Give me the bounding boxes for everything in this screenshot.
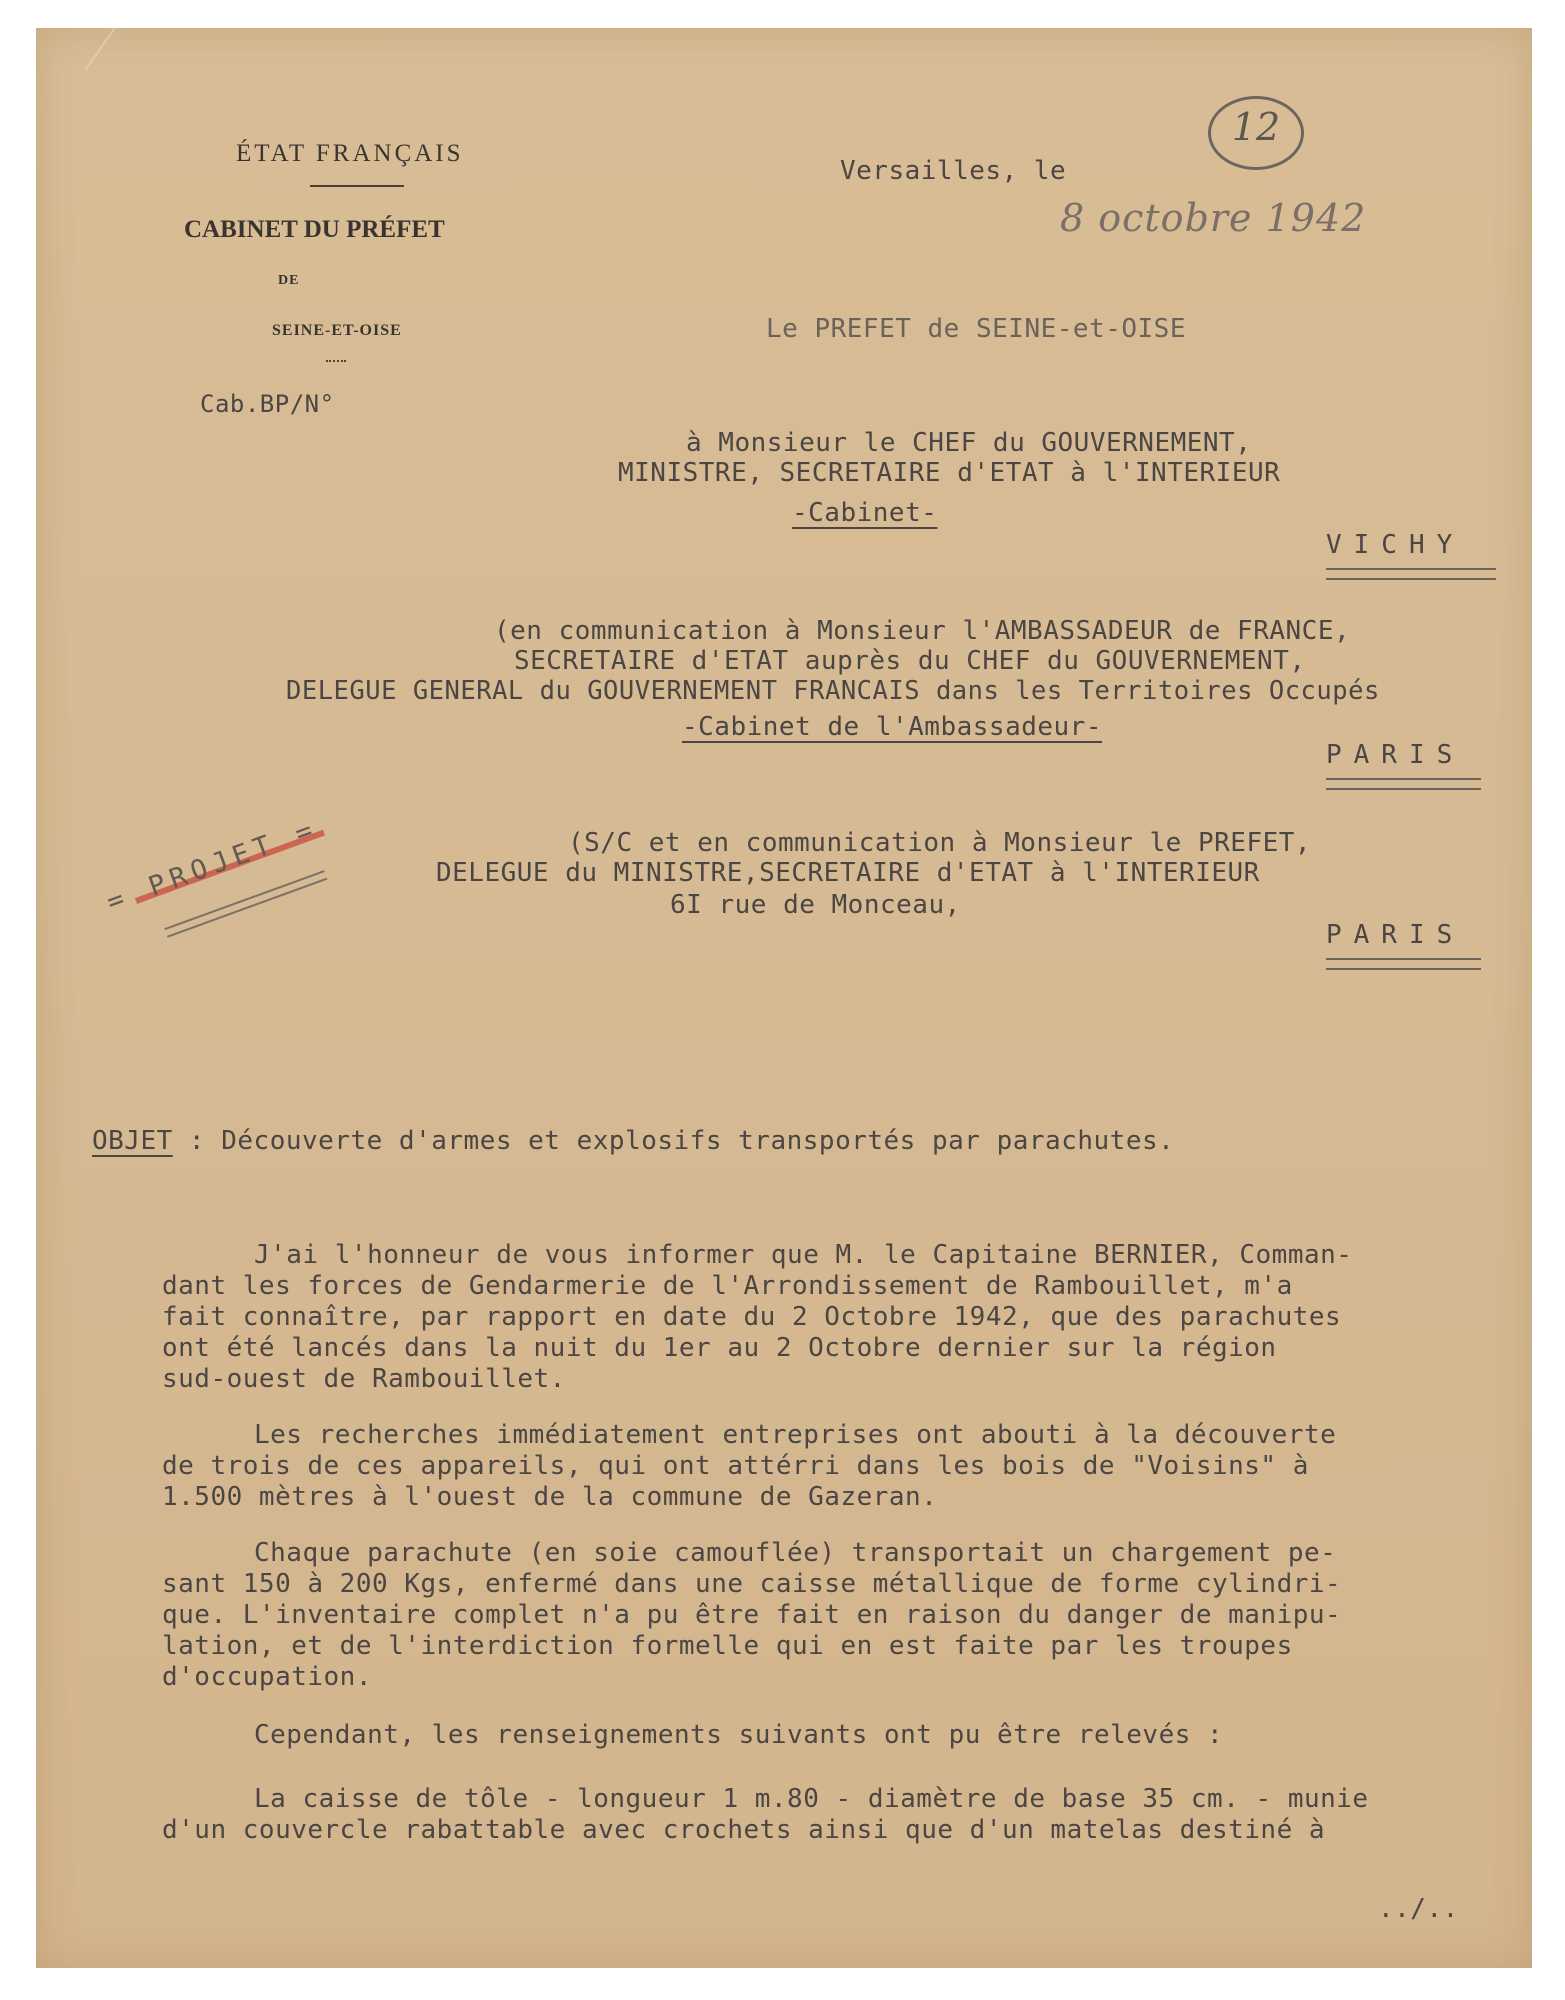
continuation-mark: ../.. [1378,1894,1459,1924]
text-line: fait connaître, par rapport en date du 2 Octobre 1942, que des parachutes [162,1302,1342,1332]
recipient3-city: PARIS [1326,920,1465,950]
letterhead-state: ÉTAT FRANÇAIS [236,140,464,167]
document-page [36,28,1532,1968]
letterhead-dots [326,360,346,365]
text-line: ont été lancés dans la nuit du 1er au 2 Octobre dernier sur la région [162,1333,1277,1363]
recipient3-line1: (S/C et en communication à Monsieur le PREFET, [568,828,1312,858]
text-line: J'ai l'honneur de vous informer que M. le Capitaine BERNIER, Comman- [254,1240,1353,1270]
recipient1-line1: à Monsieur le CHEF du GOUVERNEMENT, [686,428,1252,458]
paragraph-5 [162,1784,1522,1846]
page-number-circle [1208,96,1304,170]
page-number: 12 [1231,105,1281,149]
text-line: 1.500 mètres à l'ouest de la commune de Gazeran. [162,1482,938,1512]
subject-text: : Découverte d'armes et explosifs transportés par parachutes. [172,1126,1175,1156]
text-line: d'un couvercle rabattable avec crochets ainsi que d'un matelas destiné à [162,1815,1326,1845]
text-line: dant les forces de Gendarmerie de l'Arrondissement de Rambouillet, m'a [162,1271,1293,1301]
recipient2-line3: DELEGUE GENERAL du GOUVERNEMENT FRANCAIS dans les Territoires Occupés [286,676,1380,706]
letterhead-rule [310,185,404,187]
text-line: Les recherches immédiatement entreprises ont abouti à la découverte [254,1420,1337,1450]
letterhead-de: DE [278,273,300,288]
text-line: Cependant, les renseignements suivants ont pu être relevés : [254,1720,1224,1750]
recipient3-line3: 6I rue de Monceau, [670,890,961,920]
reference-number: Cab.BP/N° [200,390,335,418]
recipient1-city-rule [1326,568,1496,580]
recipient1-line2: MINISTRE, SECRETAIRE d'ETAT à l'INTERIEUR [618,458,1281,488]
sender-line: Le PREFET de SEINE-et-OISE [766,314,1186,344]
text-line: lation, et de l'interdiction formelle qui en est faite par les troupes [162,1631,1293,1661]
paragraph-2 [162,1420,1522,1513]
handwritten-date: 8 octobre 1942 [1060,196,1367,240]
letterhead-department: SEINE-ET-OISE [272,322,402,339]
recipient2-line1: (en communication à Monsieur l'AMBASSADEUR de FRANCE, [494,616,1351,646]
place-line: Versailles, le [840,156,1067,186]
subject-label: OBJET [92,1126,173,1156]
paragraph-1 [162,1240,1522,1395]
text-line: Chaque parachute (en soie camouflée) transportait un chargement pe- [254,1538,1337,1568]
recipient2-city: PARIS [1326,740,1465,770]
recipient3-city-rule [1326,958,1481,970]
projet-stamp: = PROJET = [102,812,323,919]
letterhead-cabinet: CABINET DU PRÉFET [184,216,445,243]
recipient1-office: -Cabinet- [792,498,938,528]
text-line: que. L'inventaire complet n'a pu être fait en raison du danger de manipu- [162,1600,1342,1630]
recipient2-line2: SECRETAIRE d'ETAT auprès du CHEF du GOUVERNEMENT, [514,646,1306,676]
text-line: sud-ouest de Rambouillet. [162,1364,566,1394]
recipient3-line2: DELEGUE du MINISTRE,SECRETAIRE d'ETAT à l'INTERIEUR [436,858,1260,888]
paper-crease [85,28,201,70]
recipient2-office: -Cabinet de l'Ambassadeur- [682,712,1102,742]
subject-line [92,1126,1174,1156]
text-line: de trois de ces appareils, qui ont attérri dans les bois de "Voisins" à [162,1451,1309,1481]
text-line: La caisse de tôle - longueur 1 m.80 - diamètre de base 35 cm. - munie [254,1784,1369,1814]
paragraph-3 [162,1538,1522,1693]
text-line: sant 150 à 200 Kgs, enfermé dans une caisse métallique de forme cylindri- [162,1569,1342,1599]
paragraph-4 [162,1720,1522,1751]
recipient1-city: VICHY [1326,530,1465,560]
recipient2-city-rule [1326,778,1481,790]
text-line: d'occupation. [162,1662,372,1692]
